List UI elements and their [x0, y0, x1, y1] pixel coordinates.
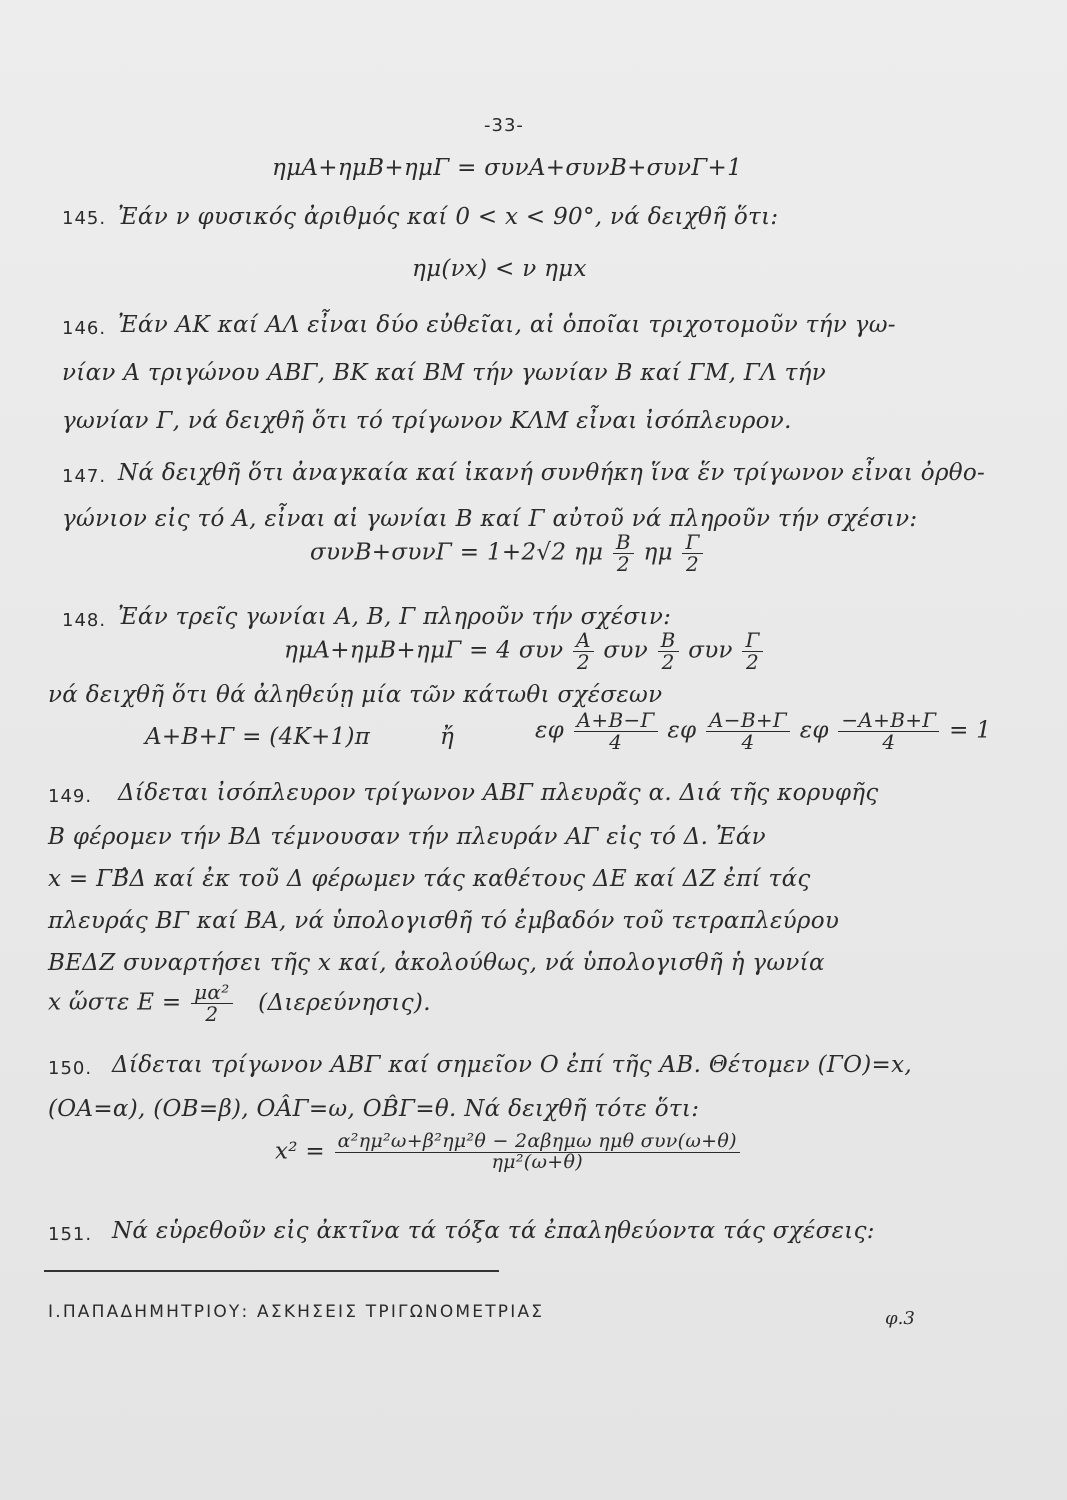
problem-147-equation: συνΒ+συνΓ = 1+2√2 ημ $\frac{B}{2}$ ημ $\frac{\Gamma}{2}$ [310, 532, 705, 575]
problem-151-number: 151. [48, 1224, 93, 1245]
problem-149-line-1: Δίδεται ἰσόπλευρον τρίγωνον ΑΒΓ πλευρᾶς α. Διά τῆς κορυφῆς [118, 780, 879, 806]
problem-150-line-1: Δίδεται τρίγωνον ΑΒΓ καί σημεῖον Ο ἐπί τῆς ΑΒ. Θέτομεν (ΓΟ)=x, [112, 1052, 912, 1078]
problem-145-equation: ημ(νx) < ν ημx [412, 256, 587, 282]
problem-146-line-1: Ἐάν ΑΚ καί ΑΛ εἶναι δύο εὐθεῖαι, αἱ ὁποῖαι τριχοτομοῦν τήν γω- [118, 312, 896, 338]
problem-149-line-2: Β φέρομεν τήν ΒΔ τέμνουσαν τήν πλευράν ΑΓ εἰς τό Δ. Ἐάν [48, 824, 766, 850]
folio-mark: φ.3 [885, 1308, 915, 1329]
problem-147-line-2: γώνιον εἰς τό Α, εἶναι αἱ γωνίαι Β καί Γ αὐτοῦ νά πληροῦν τήν σχέσιν: [62, 506, 918, 532]
problem-149-line-5: ΒΕΔΖ συναρτήσει τῆς x καί, ἀκολούθως, νά ὑπολογισθῆ ἡ γωνία [48, 950, 825, 976]
problem-145-number: 145. [62, 208, 107, 229]
problem-148-equation: ημΑ+ημΒ+ημΓ = 4 συν $\frac{A}{2}$ συν $\frac{B}{2}$ συν $\frac{\Gamma}{2}$ [284, 630, 765, 673]
problem-146-line-2: νίαν Α τριγώνου ΑΒΓ, ΒΚ καί ΒΜ τήν γωνίαν Β καί ΓΜ, ΓΛ τήν [62, 360, 827, 386]
fraction-b-half: $\frac{B}{2}$ [613, 532, 634, 575]
problem-148-line-1: Ἐάν τρεῖς γωνίαι Α, Β, Γ πληροῦν τήν σχέσιν: [118, 604, 672, 630]
problem-148-number: 148. [62, 610, 107, 631]
problem-149-number: 149. [48, 786, 93, 807]
footer-title: Ι.ΠΑΠΑΔΗΜΗΤΡΙΟΥ: ΑΣΚΗΣΕΙΣ ΤΡΙΓΩΝΟΜΕΤΡΙΑΣ [48, 1302, 545, 1322]
fraction-mu-a-squared: $\frac{\text{μα²}}{2}$ [191, 982, 232, 1025]
problem-150-line-2: (ΟΑ=α), (ΟΒ=β), ΟÂΓ=ω, ΟB̂Γ=θ. Νά δειχθῆ τότε ὅτι: [48, 1096, 700, 1122]
problem-150-number: 150. [48, 1058, 93, 1079]
problem-150-equation: x² = $\frac{\text{α²ημ²ω+β²ημ²θ − 2αβημω ημθ συν(ω+θ)}}{\text{ημ²(ω+θ)}}$ [275, 1132, 742, 1173]
problem-148-alternative-1: Α+Β+Γ = (4Κ+1)π [145, 724, 371, 750]
fraction-x-squared: $\frac{\text{α²ημ²ω+β²ημ²θ − 2αβημω ημθ συν(ω+θ)}}{\text{ημ²(ω+θ)}}$ [335, 1132, 740, 1173]
problem-151-line-1: Νά εὑρεθοῦν εἰς ἀκτῖνα τά τόξα τά ἐπαληθεύοντα τάς σχέσεις: [112, 1218, 875, 1244]
problem-149-line-3: x = ΓΒ̂Δ καί ἐκ τοῦ Δ φέρωμεν τάς καθέτους ΔΕ καί ΔΖ ἐπί τάς [48, 866, 811, 892]
fraction-g-half: $\frac{\Gamma}{2}$ [682, 532, 702, 575]
continued-equation: ημΑ+ημΒ+ημΓ = συνΑ+συνΒ+συνΓ+1 [272, 155, 742, 181]
problem-148-line-2: νά δειχθῆ ὅτι θά ἀληθεύῃ μία τῶν κάτωθι σχέσεων [48, 682, 663, 708]
page-number: -33- [484, 115, 524, 136]
footer-rule [44, 1270, 499, 1272]
problem-149-line-4: πλευράς ΒΓ καί ΒΑ, νά ὑπολογισθῆ τό ἐμβαδόν τοῦ τετραπλεύρου [48, 908, 840, 934]
problem-146-number: 146. [62, 318, 107, 339]
problem-146-line-3: γωνίαν Γ, νά δειχθῆ ὅτι τό τρίγωνον ΚΛΜ εἶναι ἰσόπλευρον. [62, 408, 792, 434]
problem-145-text: Ἐάν ν φυσικός ἀριθμός καί 0 < x < 90°, νά δειχθῆ ὅτι: [118, 204, 779, 230]
problem-149-line-6: x ὥστε Ε = $\frac{\text{μα²}}{2}$ (Διερεύνησις). [48, 980, 431, 1026]
problem-147-line-1: Νά δειχθῆ ὅτι ἀναγκαία καί ἱκανή συνθήκη ἵνα ἕν τρίγωνον εἶναι ὀρθο- [118, 460, 986, 486]
problem-148-or: ἤ [440, 724, 455, 750]
problem-148-alternative-2: εφ $\frac{A+B-\Gamma}{4}$ εφ $\frac{A-B+\Gamma}{4}$ εφ $\frac{-A+B+\Gamma}{4}$ = 1 [535, 708, 992, 754]
problem-147-number: 147. [62, 466, 107, 487]
